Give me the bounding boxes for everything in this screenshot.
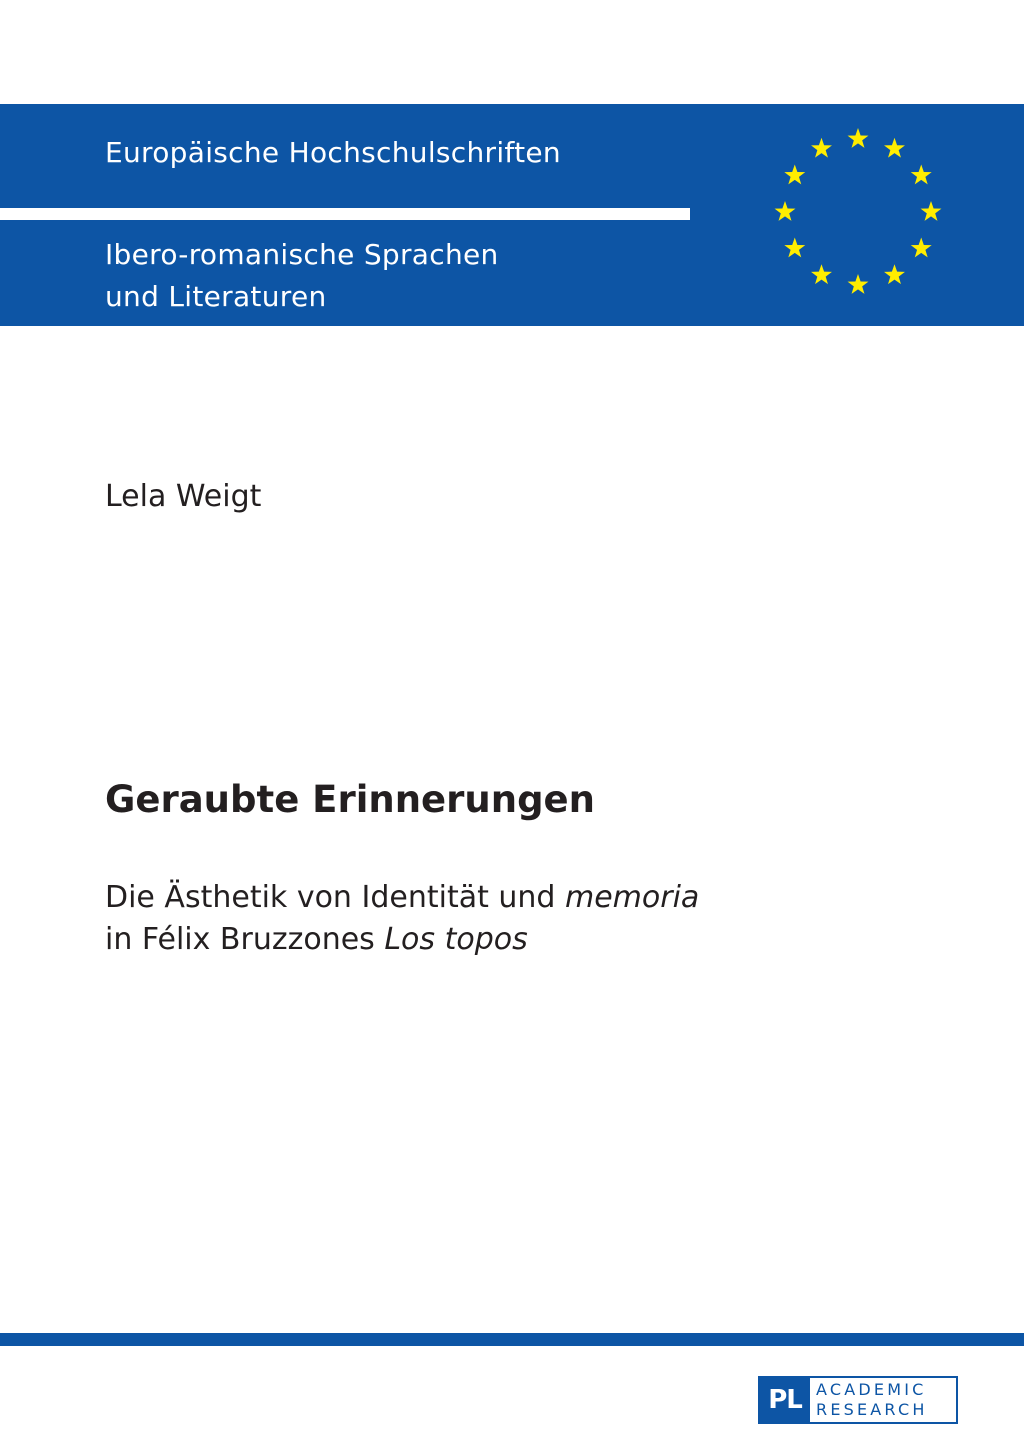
series-divider [0, 208, 690, 220]
publisher-word-academic: ACADEMIC [816, 1380, 927, 1399]
eu-stars-icon [758, 112, 958, 312]
book-subtitle-italic: memoria [565, 880, 700, 915]
star-icon [911, 165, 932, 185]
publisher-wordmark [810, 1378, 956, 1422]
book-subtitle-italic: Los topos [384, 922, 528, 957]
publisher-mark: PL [760, 1378, 810, 1422]
star-icon [848, 128, 869, 148]
footer-rule [0, 1333, 1024, 1346]
series-subtitle-line-1: Ibero-romanische Sprachen [105, 238, 499, 271]
publisher-word-research: RESEARCH [816, 1400, 928, 1419]
star-icon [848, 274, 869, 294]
star-icon [775, 201, 796, 221]
star-icon [911, 238, 932, 258]
series-title: Europäische Hochschulschriften [105, 136, 561, 169]
series-subtitle [105, 234, 499, 318]
book-subtitle-line-1 [105, 877, 699, 919]
book-subtitle-text: in Félix Bruzzones [105, 922, 385, 957]
star-icon [784, 238, 805, 258]
star-icon [884, 138, 905, 158]
series-subtitle-line-2: und Literaturen [105, 280, 327, 313]
star-icon [811, 138, 832, 158]
book-title: Geraubte Erinnerungen [105, 778, 595, 821]
star-icon [784, 165, 805, 185]
star-icon [811, 264, 832, 284]
star-icon [921, 201, 942, 221]
author-name: Lela Weigt [105, 479, 262, 514]
book-subtitle-line-2 [105, 919, 699, 961]
book-subtitle-text: Die Ästhetik von Identität und [105, 880, 565, 915]
book-subtitle [105, 877, 699, 961]
publisher-logo [758, 1376, 958, 1424]
star-icon [884, 264, 905, 284]
